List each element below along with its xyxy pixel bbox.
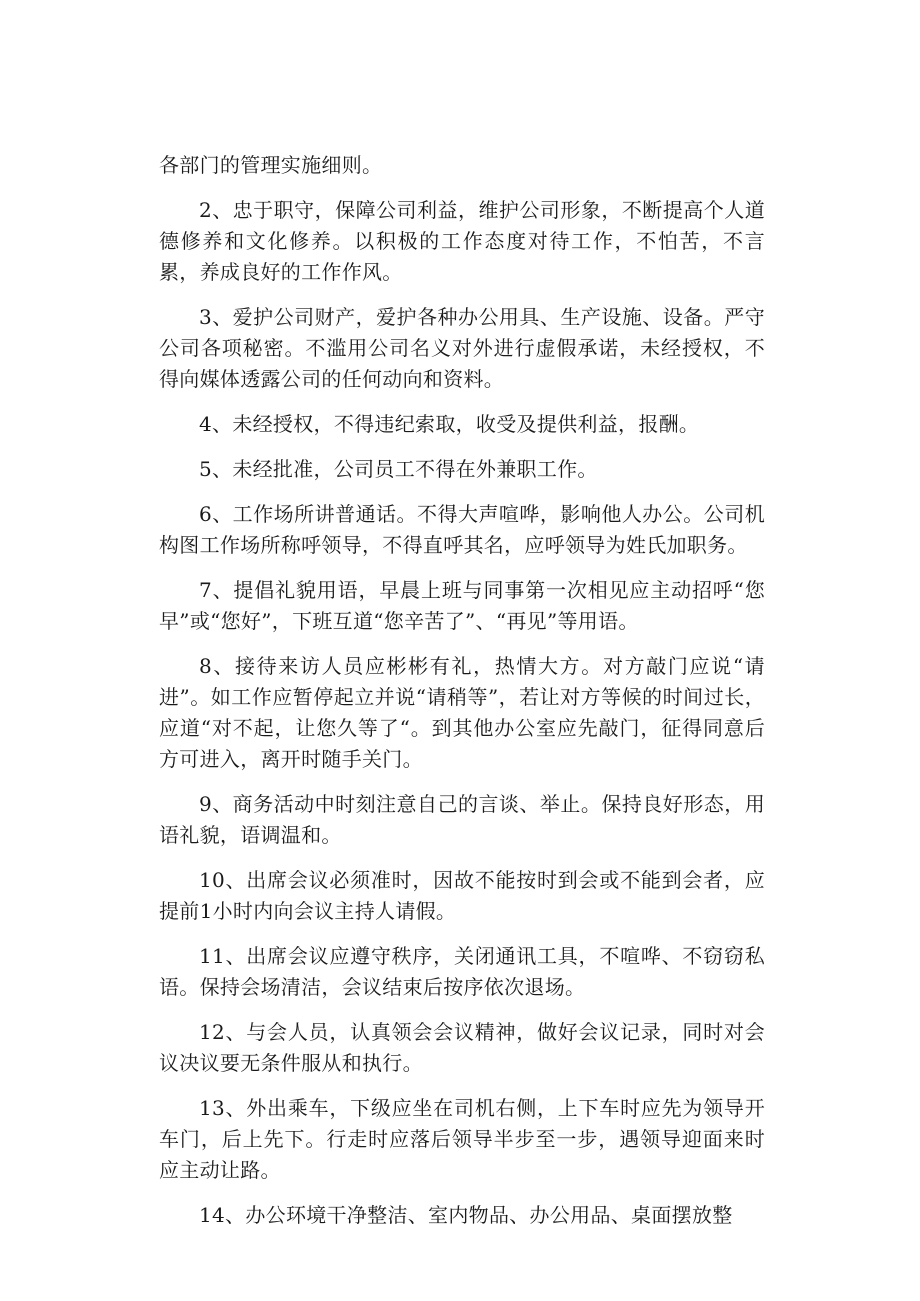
rule-8: 8、接待来访人员应彬彬有礼，热情大方。对方敲门应说“请进”。如工作应暂停起立并说“请稍等”，若让对方等候的时间过长，应道“对不起，让您久等了“。到其他办公室应先敲门，征得同意后方可进入，离开时随手关门。 bbox=[159, 654, 765, 771]
rule-13: 13、外出乘车，下级应坐在司机右侧，上下车时应先为领导开车门，后上先下。行走时应落后领导半步至一步，遇领导迎面来时应主动让路。 bbox=[159, 1096, 765, 1182]
rule-9: 9、商务活动中时刻注意自己的言谈、举止。保持良好形态，用语礼貌，语调温和。 bbox=[159, 792, 765, 847]
rule-3: 3、爱护公司财产，爱护各种办公用具、生产设施、设备。严守公司各项秘密。不滥用公司名义对外进行虚假承诺，未经授权，不得向媒体透露公司的任何动向和资料。 bbox=[159, 305, 765, 391]
rule-10: 10、出席会议必须准时，因故不能按时到会或不能到会者，应提前1小时内向会议主持人请假。 bbox=[159, 868, 765, 923]
rule-7: 7、提倡礼貌用语，早晨上班与同事第一次相见应主动招呼“您早”或“您好”，下班互道“您辛苦了”、“再见”等用语。 bbox=[159, 578, 765, 633]
rule-5: 5、未经批准，公司员工不得在外兼职工作。 bbox=[199, 457, 598, 481]
document-page bbox=[159, 150, 765, 1245]
rule-11: 11、出席会议应遵守秩序，关闭通讯工具，不喧哗、不窃窃私语。保持会场清洁，会议结束后按序依次退场。 bbox=[159, 944, 765, 999]
rule-2: 2、忠于职守，保障公司利益，维护公司形象，不断提高个人道德修养和文化修养。以积极的工作态度对待工作，不怕苦，不言累，养成良好的工作作风。 bbox=[159, 198, 765, 284]
rule-12: 12、与会人员，认真领会会议精神，做好会议记录，同时对会议决议要无条件服从和执行。 bbox=[159, 1020, 765, 1075]
paragraph-continuation: 各部门的管理实施细则。 bbox=[159, 153, 383, 177]
rule-6: 6、工作场所讲普通话。不得大声喧哗，影响他人办公。公司机构图工作场所称呼领导，不得直呼其名，应呼领导为姓氏加职务。 bbox=[159, 502, 765, 557]
rule-4: 4、未经授权，不得违纪索取，收受及提供利益，报酬。 bbox=[199, 412, 700, 436]
rule-14: 14、办公环境干净整洁、室内物品、办公用品、桌面摆放整 bbox=[199, 1203, 733, 1227]
